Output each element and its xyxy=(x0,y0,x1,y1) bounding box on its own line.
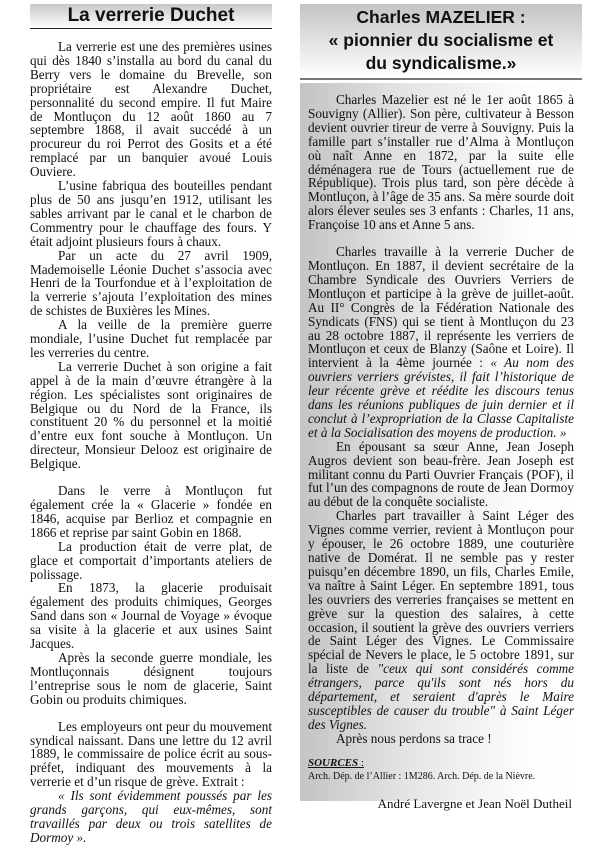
paragraph: La verrerie Duchet à son origine a fait appel à de la main d’œuvre étrangère à la région. Les spécialistes sont originaires de Belgique ou du Nord de la France, ils constituent 20 % du personnel et la moitié d’entre eux font souche à Montluçon. Un directeur, Monsieur Delooz est originaire de Belgique. xyxy=(30,358,272,472)
sources-label: SOURCES xyxy=(308,756,359,769)
title-line-2: « pionnier du socialisme et xyxy=(328,30,554,50)
congress-quote: « Au nom des ouvriers verriers grévistes, il fait l’historique de leur récente grève et réédite les discours tenus dans les réunions publiques de juin dernier et il conclut à l’expropriation de la Classe Capitaliste et à la Socialisation des moyens de production. » xyxy=(308,355,574,440)
left-article-title: La verrerie Duchet xyxy=(67,5,235,26)
paragraph: La production était de verre plat, de glace et comportait d’importants ateliers de polissage. xyxy=(30,538,272,582)
left-article xyxy=(30,4,272,845)
authors-byline: André Lavergne et Jean Noël Dutheil xyxy=(377,795,572,811)
paragraph xyxy=(308,509,574,732)
left-article-header xyxy=(30,4,272,29)
title-line-3: du syndicalisme.» xyxy=(365,53,517,73)
paragraph-text: Charles travaille à la verrerie Ducher de Montluçon. En 1887, il devient secrétaire de la Chambre Syndicale des Ouvriers Verriers de Montluçon et participe à la grève de juillet-août. Au II° Congrès de la Fédération Nationale des Syndicats (FNS) qui se tient à Montluçon du 23 au 28 octobre 1887, il représente les verriers de Montluçon et ceux de Blanzy (Saône et Loire). Il intervient à la 4ème journée : xyxy=(308,244,574,371)
sources-colon: : xyxy=(358,756,364,769)
commissaire-quote: "ceux qui sont considérés comme étrangers, parce qu'ils sont nés hors du département, et seraient d'après le Maire susceptibles de causer du trouble" à Saint Léger des Vignes. xyxy=(308,661,574,732)
police-report-quote: « Ils sont évidemment poussés par les grands garçons, qui eux-mêmes, sont travaillés par deux ou trois satellites de Dormoy ». xyxy=(30,788,272,845)
paragraph: La verrerie est une des premières usines qui dès 1840 s’installa au bord du canal du Berry vers le domaine du Brevelle, son propriétaire est Alexandre Duchet, personnalité du second empire. Il fut Maire de Montluçon du 12 août 1860 au 7 septembre 1868, il avait succédé à un procureur du roi Perrot des Gosits et a été remplacé par un banquier avoué Louis Ouviere. xyxy=(30,39,272,180)
paragraph: Par un acte du 27 avril 1909, Mademoiselle Léonie Duchet s’associa avec Henri de la Tourfondue et à l’exploitation de la verrerie s’ajouta l’exploitation des mines de schistes de Buxières les Mines. xyxy=(30,247,272,319)
sources-heading xyxy=(308,757,574,769)
quote-paragraph xyxy=(30,789,272,845)
paragraph: L’usine fabriqua des bouteilles pendant plus de 50 ans jusqu’en 1912, utilisant les sables arrivant par le canal et le charbon de Commentry pour le chauffage des fours. Y était adjoint plusieurs fours à chaux. xyxy=(30,178,272,249)
paragraph: Les employeurs ont peur du mouvement syndical naissant. Dans une lettre du 12 avril 1889, le commissaire de police écrit au sous-préfet, indiquant des mouvements à la verrerie et d’un risque de grève. Extrait : xyxy=(30,718,272,790)
title-line-1: Charles MAZELIER : xyxy=(356,7,526,27)
right-article-header xyxy=(300,4,582,80)
paragraph: Dans le verre à Montluçon fut également crée la « Glacerie » fondée en 1846, acquise par Berlioz et compagnie en 1866 et reprise par saint Gobin en 1868. xyxy=(30,483,272,540)
paragraph xyxy=(308,245,574,440)
right-article xyxy=(300,4,582,811)
paragraph: Après nous perdons sa trace ! xyxy=(336,730,492,746)
paragraph: Charles Mazelier est né le 1er août 1865 à Souvigny (Allier). Son père, cultivateur à Besson devient ouvrier tireur de verre à Souvigny. Puis la famille part s’installer rue d’Alma à Montluçon où naît Anne en 1872, par la suite elle déménagera rue de Tours (actuellement rue de République). Trois plus tard, son père décède à Montluçon, à l’âge de 35 ans. Sa mère sourde doit alors élever seules ses 3 enfants : Charles, 11 ans, Françoise 10 ans et Anne 5 ans. xyxy=(308,92,574,233)
paragraph: A la veille de la première guerre mondiale, l’usine Duchet fut remplacée par les verreries du centre. xyxy=(30,317,272,360)
right-article-body xyxy=(300,83,582,811)
sources-text: Arch. Dép. de l’Allier : 1M286. Arch. Dép. de la Nièvre. xyxy=(308,770,536,782)
left-article-body xyxy=(30,29,272,845)
right-article-title xyxy=(300,6,582,75)
paragraph: Après la seconde guerre mondiale, les Montluçonnais désignent toujours l’entreprise sous le nom de glacerie, Saint Gobin ou produits chimiques. xyxy=(30,649,272,707)
paragraph: En 1873, la glacerie produisait également des produits chimiques, Georges Sand dans son « Journal de Voyage » évoque sa visite à la glacerie et aux usines Saint Jacques. xyxy=(30,580,272,652)
paragraph: En épousant sa sœur Anne, Jean Joseph Augros devient son beau-frère. Jean Joseph est militant connu du Parti Ouvrier Français (POF), il fut l’un des compagnons de route de Jean Dormoy au début de la conquête socialiste. xyxy=(308,438,574,510)
paragraph-text: Charles part travailler à Saint Léger des Vignes comme verrier, revient à Montluçon pour y épouser, le 26 octobre 1889, une couturière native de Domérat. Il ne semble pas y rester puisqu’en décembre 1890, un fils, Charles Emile, va naître à Saint Léger. En septembre 1891, tous les ouvriers des verreries françaises se mettent en grève sur la question des salaires, à cette occasion, il soutient la grève des ouvriers verriers de Saint Léger des Vignes. Le Commissaire spécial de Nevers le place, le 5 octobre 1891, sur la liste de xyxy=(308,508,574,677)
